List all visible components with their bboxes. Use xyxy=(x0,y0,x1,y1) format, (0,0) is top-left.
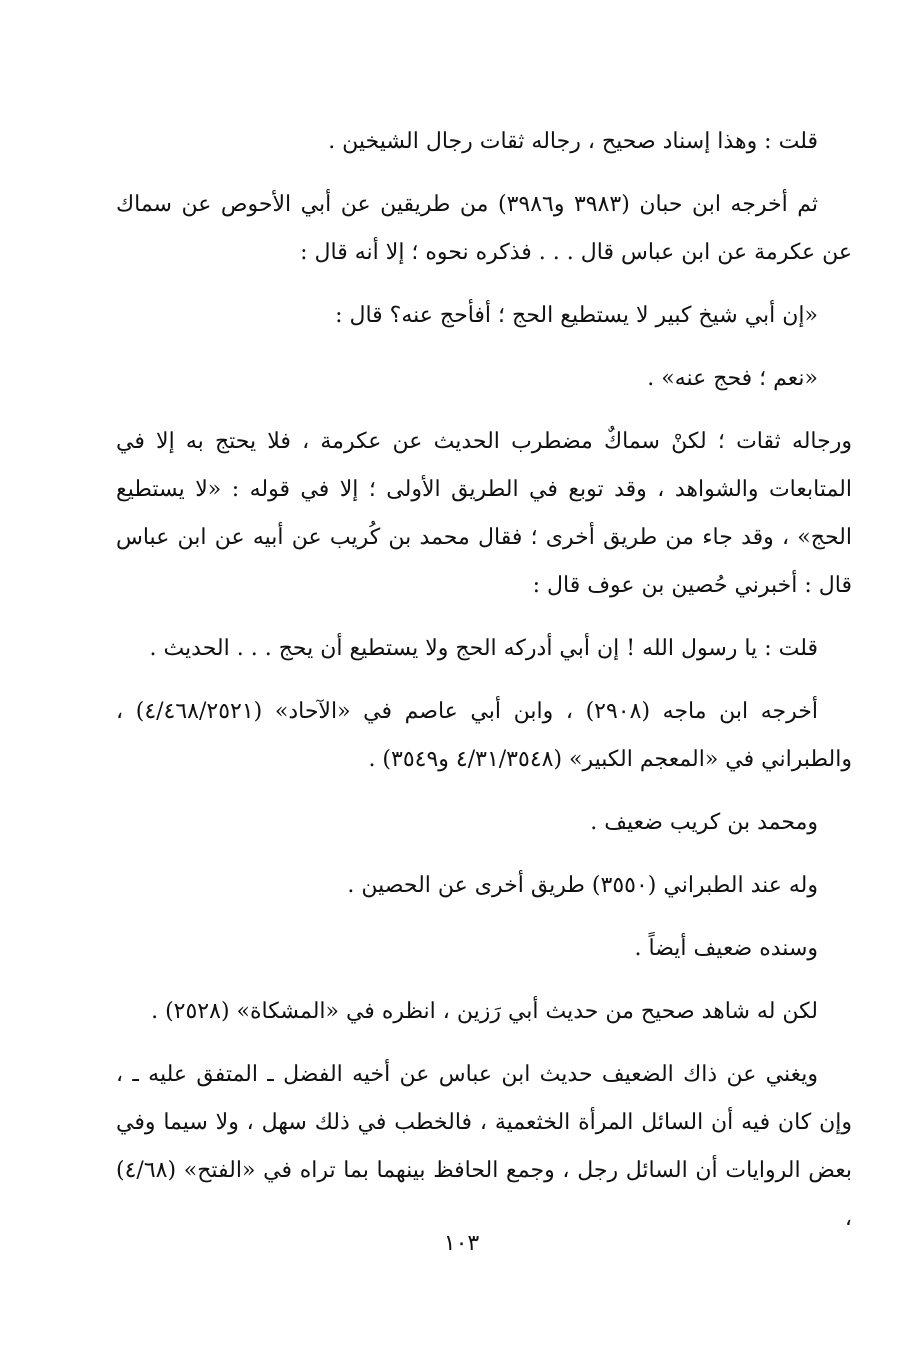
paragraph-6: قلت : يا رسول الله ! إن أبي أدركه الحج ولا يستطيع أن يحج . . . الحديث . xyxy=(149,636,818,661)
paragraph-3: «إن أبي شيخ كبير لا يستطيع الحج ؛ أفأحج عنه؟ قال : xyxy=(335,303,818,328)
page-body xyxy=(116,118,852,1258)
paragraph-9: وله عند الطبراني (٣٥٥٠) طريق أخرى عن الحصين . xyxy=(347,873,818,898)
paragraph-7: أخرجه ابن ماجه (٢٩٠٨) ، وابن أبي عاصم في «الآحاد» (٤/٤٦٨/٢٥٢١) ، والطبراني في «المعجم الكبير» (٤/٣١/٣٥٤٨ و٣٥٤٩) . xyxy=(116,699,852,772)
paragraph-10: وسنده ضعيف أيضاً . xyxy=(634,936,818,961)
paragraph-4: «نعم ؛ فحج عنه» . xyxy=(647,366,818,391)
paragraph-12: ويغني عن ذاك الضعيف حديث ابن عباس عن أخيه الفضل ـ المتفق عليه ـ ، وإن كان فيه أن السائل المرأة الخثعمية ، فالخطب في ذلك سهل ، ولا سيما وفي بعض الروايات أن السائل رجل ، وجمع الحافظ بينهما بما تراه في «الفتح» (٤/٦٨) ، xyxy=(116,1062,852,1231)
paragraph-1: قلت : وهذا إسناد صحيح ، رجاله ثقات رجال الشيخين . xyxy=(328,129,818,154)
paragraph-8: ومحمد بن كريب ضعيف . xyxy=(590,810,818,835)
page-number: ١٠٣ xyxy=(443,1231,480,1256)
paragraph-11: لكن له شاهد صحيح من حديث أبي رَزين ، انظره في «المشكاة» (٢٥٢٨) . xyxy=(151,999,818,1024)
paragraph-2: ثم أخرجه ابن حبان (٣٩٨٣ و٣٩٨٦) من طريقين عن أبي الأحوص عن سماك عن عكرمة عن ابن عباس قال . . . فذكره نحوه ؛ إلا أنه قال : xyxy=(116,192,852,265)
paragraph-5: ورجاله ثقات ؛ لكنْ سماكٌ مضطرب الحديث عن عكرمة ، فلا يحتج به إلا في المتابعات والشواهد ، وقد توبع في الطريق الأولى ؛ إلا في قوله : «لا يستطيع الحج» ، وقد جاء من طريق أخرى ؛ فقال محمد بن كُريب عن أبيه عن ابن عباس قال : أخبرني حُصين بن عوف قال : xyxy=(116,429,852,598)
